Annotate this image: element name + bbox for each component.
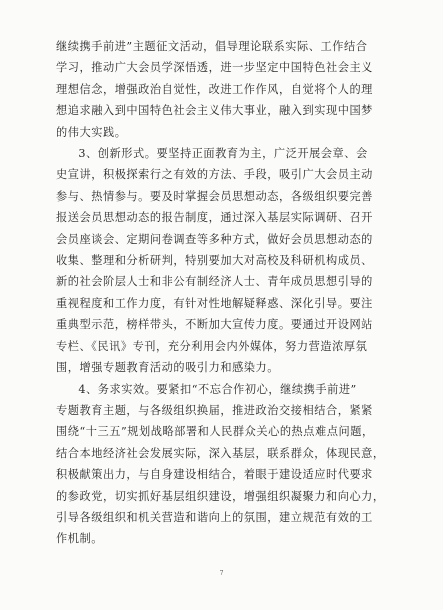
text-line: 重视程度和工作力度，有针对性地解疑释惑、深化引导。要注 (56, 296, 373, 310)
text-line: 参与、热情参与。要及时掌握会员思想动态，各级组织要完善 (56, 189, 373, 203)
text-line: 引导各级组织和机关营造和谐向上的氛围，建立规范有效的工 (56, 510, 373, 524)
text-line: 继续携手前进”主题征文活动，倡导理论联系实际、工作结合 (56, 40, 368, 53)
text-line: 理想信念，增强政治自觉性，改进工作作风，自觉将个人的理 (56, 82, 373, 96)
document-body (56, 36, 402, 550)
page-number: 7 (219, 570, 224, 577)
text-line: 3、创新形式。要坚持正面教育为主，广泛开展会章、会 (78, 147, 368, 161)
text-line: 结合本地经济社会发展实际，深入基层，联系群众，体现民意， (56, 446, 385, 460)
text-line: 专题教育主题，与各级组织换届，推进政治交接相结合，紧紧 (56, 403, 373, 417)
text-line: 想追求融入到中国特色社会主义伟大事业，融入到实现中国梦 (56, 104, 373, 118)
text-line: 的伟大实践。 (56, 125, 127, 139)
text-line: 会员座谈会、定期问卷调查等多种方式，做好会员思想动态的 (56, 232, 373, 246)
text-line: 史宣讲，积极探索行之有效的方法、手段，吸引广大会员主动 (56, 168, 373, 182)
text-line: 围绕“十三五”规划战略部署和人民群众关心的热点难点问题， (56, 425, 374, 439)
text-line: 报送会员思想动态的报告制度，通过深入基层实际调研、召开 (56, 211, 373, 225)
text-line: 作机制。 (56, 532, 103, 546)
text-line: 4、务求实效。要紧扣“不忘合作初心，继续携手前进” (78, 382, 357, 396)
text-line: 收集、整理和分析研判，特别要加大对高校及科研机构成员、 (56, 254, 373, 268)
paragraph-4-practical-results (56, 379, 402, 550)
text-line: 专栏、《民讯》专刊，充分利用会内外媒体，努力营造浓厚氛 (56, 339, 368, 353)
paragraph-2-continuation (56, 36, 402, 143)
text-line: 围，增强专题教育活动的吸引力和感染力。 (56, 361, 280, 375)
text-line: 新的社会阶层人士和非公有制经济人士、青年成员思想引导的 (56, 275, 373, 289)
text-line: 重典型示范，榜样带头，不断加大宣传力度。要通过开设网站 (56, 318, 373, 332)
text-line: 学习，推动广大会员学深悟透，进一步坚定中国特色社会主义 (56, 61, 373, 75)
text-line: 积极献策出力，与自身建设相结合，着眼于建设适应时代要求 (56, 468, 373, 482)
paragraph-3-innovate-form (56, 143, 402, 378)
text-line: 的参政党，切实抓好基层组织建设，增强组织凝聚力和向心力， (56, 489, 385, 503)
